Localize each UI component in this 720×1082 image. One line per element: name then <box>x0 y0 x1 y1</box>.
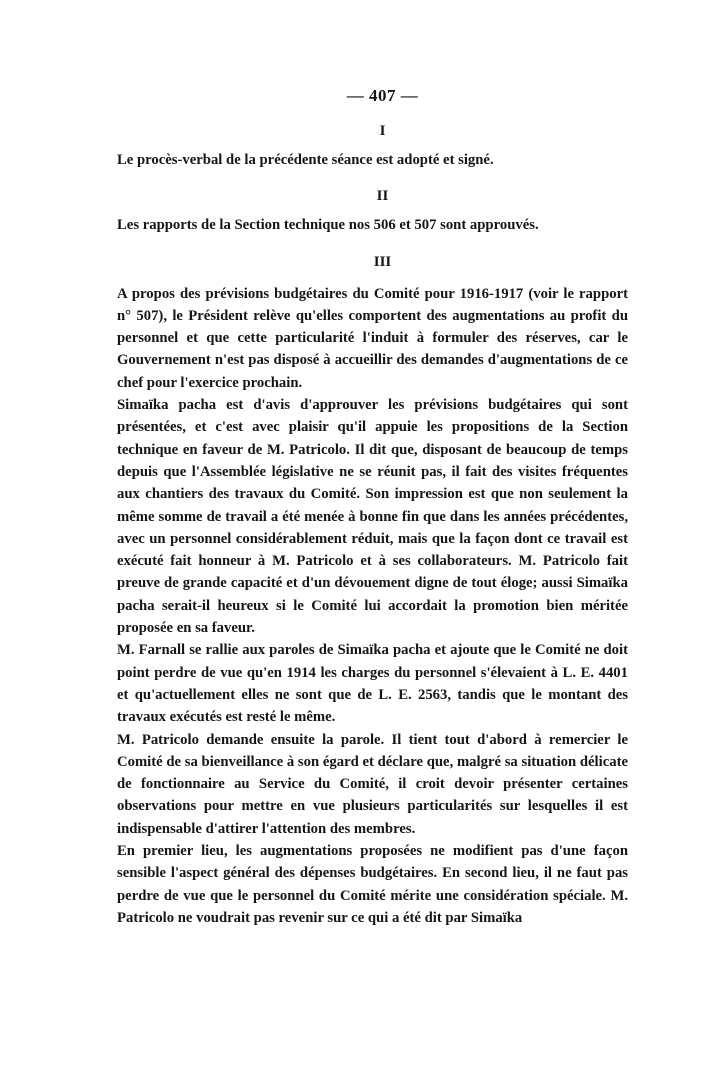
section-2-body <box>117 214 628 236</box>
page-number: — 407 — <box>346 86 419 105</box>
paragraph: Les rapports de la Section technique nos 506 et 507 sont approuvés. <box>117 217 539 234</box>
paragraph: Simaïka pacha est d'avis d'approuver les prévisions budgétaires qui sont présentées, et c'est avec plaisir qu'il appuie les propositions de la Section technique en faveur de M. Patricolo. Il dit que, disposant de beaucoup de temps depuis que l'Assemblée législative ne se réunit pas, il fait des visites fréquentes aux chantiers des travaux du Comité. Son impression est que non seulement la même somme de travail a été menée à bonne fin que dans les années précédentes, avec un personnel considérablement réduit, mais que la façon dont ce travail est exécuté fait honneur à M. Patricolo et à ses collaborateurs. M. Patricolo fait preuve de grande capacité et d'un dévouement digne de tout éloge; aussi Simaïka pacha serait-il heureux si le Comité lui accordait la promotion bien méritée proposée en sa faveur. <box>117 397 628 637</box>
section-3-body <box>117 283 628 930</box>
section-numeral-1: I <box>379 123 386 139</box>
section-numeral-2: II <box>376 188 389 205</box>
paragraph: En premier lieu, les augmentations proposées ne modifient pas d'une façon sensible l'aspect général des dépenses budgétaires. En second lieu, il ne faut pas perdre de vue que le personnel du Comité mérite une considération spéciale. M. Patricolo ne voudrait pas revenir sur ce qui a été dit par Simaïka <box>117 843 628 926</box>
paragraph: Le procès-verbal de la précédente séance est adopté et signé. <box>117 152 494 168</box>
section-1-body <box>117 149 628 171</box>
document-page <box>117 86 628 943</box>
paragraph: M. Patricolo demande ensuite la parole. Il tient tout d'abord à remercier le Comité de sa bienveillance à son égard et déclare que, malgré sa situation délicate de fonctionnaire au Service du Comité, il croit devoir présenter certaines observations pour mettre en vue plusieurs particularités sur lesquelles il est indispensable d'attirer l'attention des membres. <box>117 731 628 837</box>
section-numeral-3: III <box>373 253 392 270</box>
paragraph: M. Farnall se rallie aux paroles de Simaïka pacha et ajoute que le Comité ne doit point perdre de vue qu'en 1914 les charges du personnel s'élevaient à L. E. 4401 et qu'actuellement elles ne sont que de L. E. 2563, tandis que le montant des travaux exécutés est resté le même. <box>117 642 628 726</box>
paragraph: A propos des prévisions budgétaires du Comité pour 1916-1917 (voir le rapport n° 507), le Président relève qu'elles comportent des augmentations au profit du personnel et que cette particularité l'induit à formuler des réserves, car le Gouvernement n'est pas disposé à accueillir des demandes d'augmentations de ce chef pour l'exercice prochain. <box>117 285 628 391</box>
